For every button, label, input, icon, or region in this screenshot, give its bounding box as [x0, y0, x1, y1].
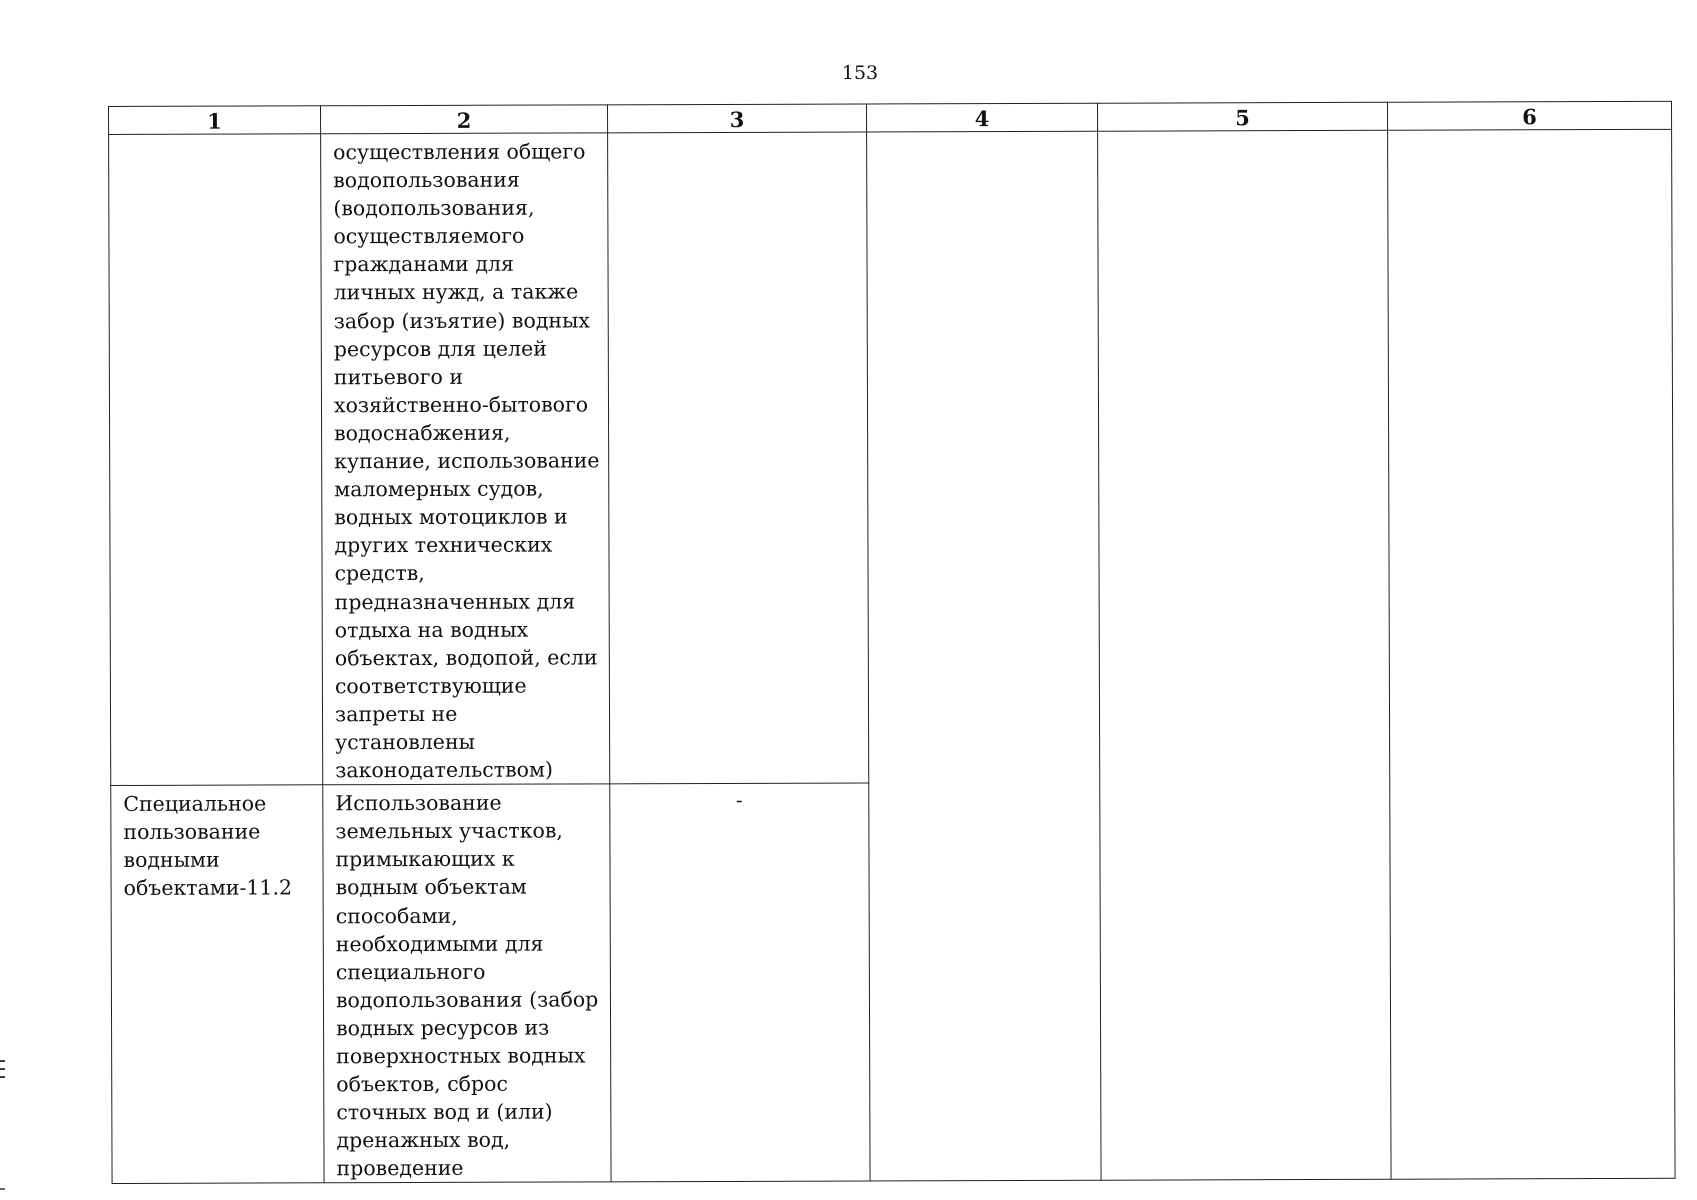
cell-4 [867, 131, 1101, 1181]
cell-5 [1098, 130, 1391, 1180]
cell-2-1 [111, 785, 324, 1184]
cell-1-3 [608, 132, 869, 784]
cell-2-3 [610, 783, 870, 1182]
column-header-3: 3 [607, 104, 866, 133]
cell-2-2 [323, 784, 611, 1183]
page-number: 153 [841, 62, 879, 84]
use-description-continued: осуществления общего водопользования (водопользования, осуществляемого гражданами для личных нужд, а также забор (изъятие) водных ресурсов для целей питьевого и хозяйственно-бытового водоснабжения, купание, использование маломерных судов, водных мотоциклов и других технических средств, предназначенных для отдыха на водных объектах, водопой, если соответствующие запреты не установлены законодательством) [333, 139, 600, 783]
cell-6 [1388, 129, 1675, 1179]
column-header-2: 2 [321, 105, 608, 134]
table-row [109, 129, 1674, 785]
use-description: Использование земельных участков, примыкающих к водным объектам способами, необходимыми для специального водопользования (забор водных ресурсов из поверхностных водных объектов, сброс сточных вод и (или) дренажных вод, проведение [335, 790, 599, 1181]
empty-dash: - [735, 788, 743, 813]
column-header-6: 6 [1387, 101, 1671, 130]
column-header-1: 1 [109, 106, 321, 135]
cell-1-2 [321, 133, 610, 785]
margin-marks [0, 1060, 6, 1084]
column-header-5: 5 [1097, 102, 1387, 131]
cell-1-1 [109, 134, 323, 786]
land-use-table [108, 101, 1674, 1181]
margin-dash [0, 1188, 5, 1190]
column-header-4: 4 [866, 103, 1097, 132]
use-type-name: Специальное пользование водными объектами-11.2 [123, 791, 293, 901]
